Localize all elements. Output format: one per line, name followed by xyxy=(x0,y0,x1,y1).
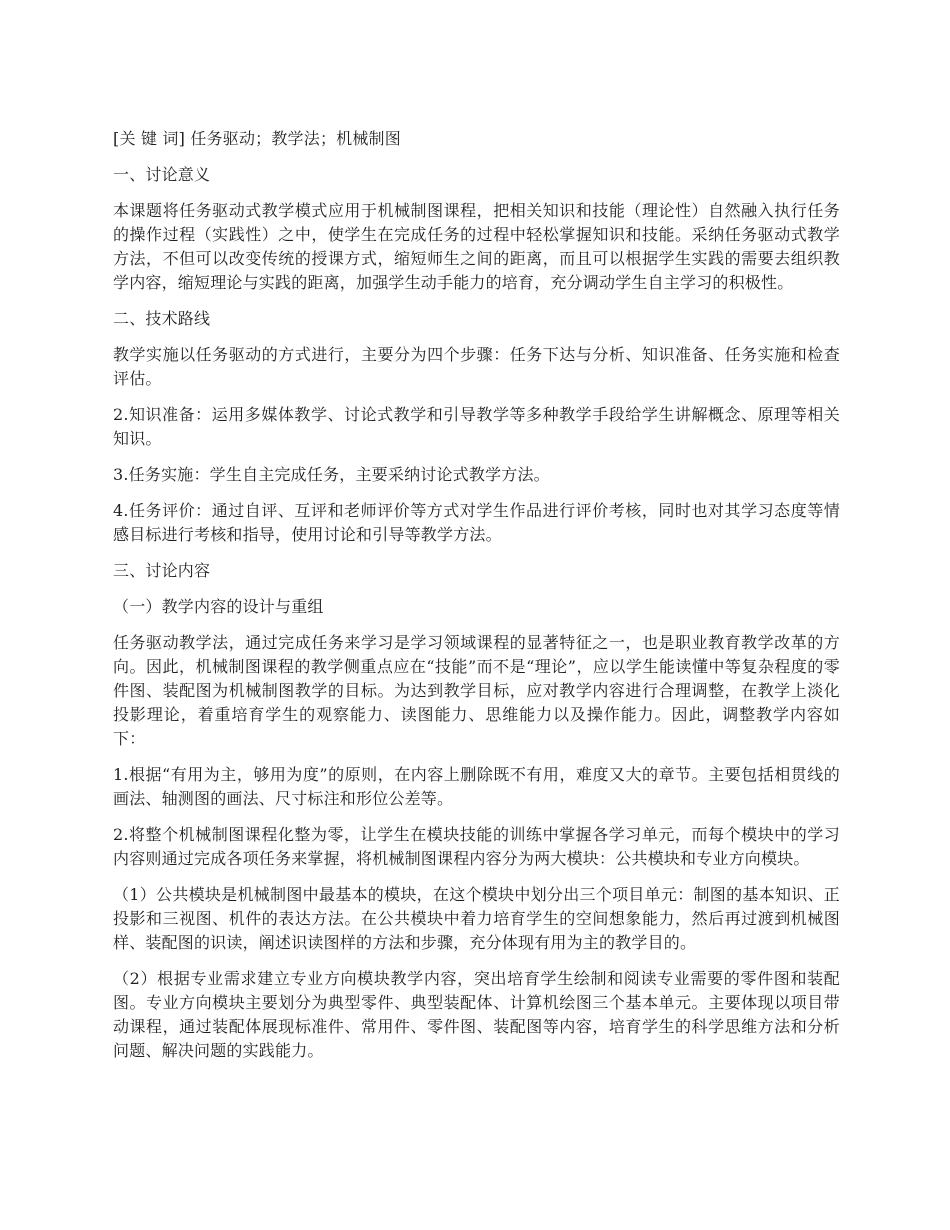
section-heading-significance: 一、讨论意义 xyxy=(113,165,211,184)
section-heading-research-content: 三、讨论内容 xyxy=(113,561,211,580)
paragraph-content-design: 任务驱动教学法，通过完成任务来学习是学习领域课程的显著特征之一，也是职业教育教学改革的方向。因此，机械制图课程的教学侧重点应在“技能”而不是“理论”，应以学生能读懂中等复杂程度的零件图、装配图为机械制图教学的目标。为达到教学目标，应对教学内容进行合理调整，在教学上淡化投影理论，着重培育学生的观察能力、读图能力、思维能力以及操作能力。因此，调整教学内容如下： xyxy=(113,633,840,748)
document-body xyxy=(113,127,840,1075)
paragraph-technical-route: 教学实施以任务驱动的方式进行，主要分为四个步骤：任务下达与分析、知识准备、任务实施和检查评估。 xyxy=(113,345,840,388)
section-heading-technical-route: 二、技术路线 xyxy=(113,309,211,328)
list-item-2: 2.将整个机械制图课程化整为零，让学生在模块技能的训练中掌握各学习单元，而每个模块中的学习内容则通过完成各项任务来掌握，将机械制图课程内容分为两大模块：公共模块和专业方向模块。 xyxy=(113,825,840,868)
subsection-heading-content-design: （一）教学内容的设计与重组 xyxy=(113,597,324,616)
step-knowledge-preparation: 2.知识准备：运用多媒体教学、讨论式教学和引导教学等多种教学手段给学生讲解概念、原理等相关知识。 xyxy=(113,405,840,448)
keywords: [关 键 词] 任务驱动；教学法；机械制图 xyxy=(113,129,401,148)
list-item-2-2: （2）根据专业需求建立专业方向模块教学内容，突出培育学生绘制和阅读专业需要的零件图和装配图。专业方向模块主要划分为典型零件、典型装配体、计算机绘图三个基本单元。主要体现以项目带动课程，通过装配体展现标准件、常用件、零件图、装配图等内容，培育学生的科学思维方法和分析问题、解决问题的实践能力。 xyxy=(113,969,840,1060)
paragraph-significance: 本课题将任务驱动式教学模式应用于机械制图课程，把相关知识和技能（理论性）自然融入执行任务的操作过程（实践性）之中，使学生在完成任务的过程中轻松掌握知识和技能。采纳任务驱动式教学方法，不但可以改变传统的授课方式，缩短师生之间的距离，而且可以根据学生实践的需要去组织教学内容，缩短理论与实践的距离，加强学生动手能力的培育，充分调动学生自主学习的积极性。 xyxy=(113,201,840,292)
step-task-evaluation: 4.任务评价：通过自评、互评和老师评价等方式对学生作品进行评价考核，同时也对其学习态度等情感目标进行考核和指导，使用讨论和引导等教学方法。 xyxy=(113,501,840,544)
step-task-implementation: 3.任务实施：学生自主完成任务，主要采纳讨论式教学方法。 xyxy=(113,465,550,484)
list-item-2-1: （1）公共模块是机械制图中最基本的模块，在这个模块中划分出三个项目单元：制图的基本知识、正投影和三视图、机件的表达方法。在公共模块中着力培育学生的空间想象能力，然后再过渡到机械图样、装配图的识读，阐述识读图样的方法和步骤，充分体现有用为主的教学目的。 xyxy=(113,885,840,952)
list-item-1: 1.根据“有用为主，够用为度”的原则，在内容上删除既不有用，难度又大的章节。主要包括相贯线的画法、轴测图的画法、尺寸标注和形位公差等。 xyxy=(113,765,840,808)
